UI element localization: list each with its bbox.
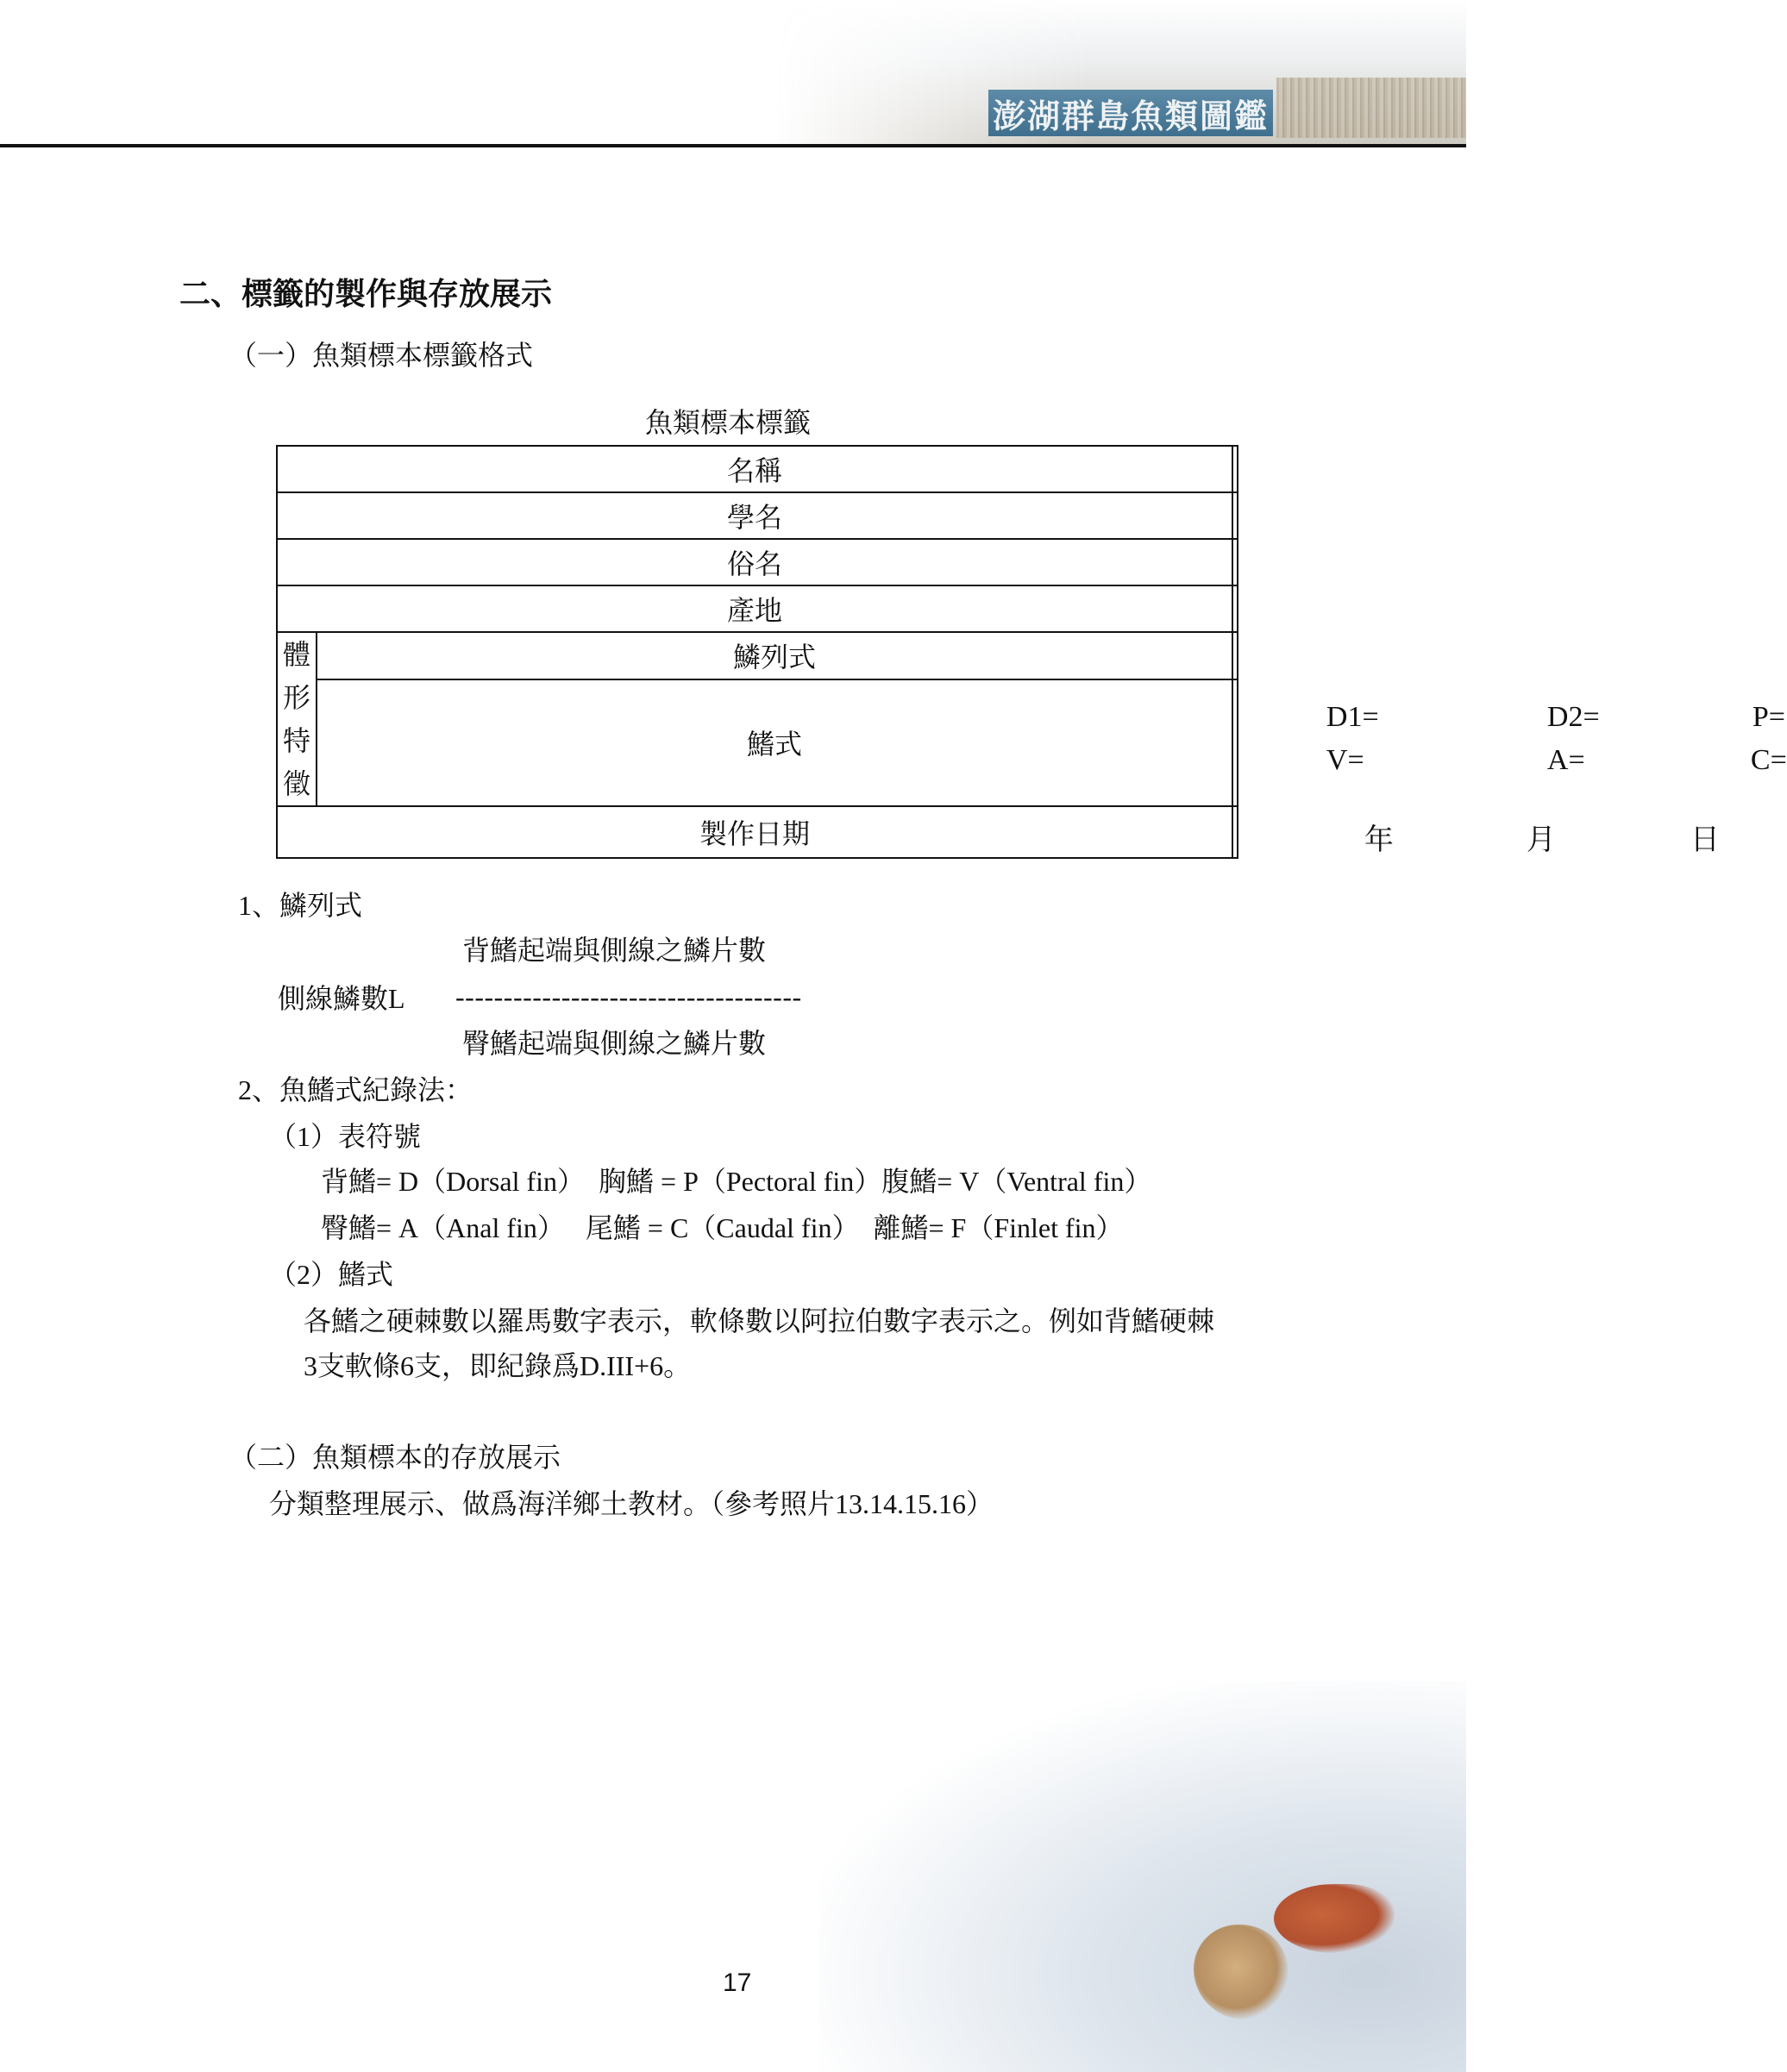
group-char: 體 bbox=[282, 639, 310, 670]
label-table-caption: 魚類標本標籤 bbox=[645, 407, 812, 438]
row-label-date: 製作日期 bbox=[277, 806, 1232, 858]
row-label-scale-formula: 鱗列式 bbox=[317, 632, 1232, 679]
date-month: 月 bbox=[1526, 824, 1556, 856]
page-number: 17 bbox=[723, 1969, 752, 1997]
fin-d1: D1= bbox=[1326, 700, 1379, 733]
header-divider bbox=[0, 144, 1466, 147]
date-day: 日 bbox=[1690, 824, 1720, 856]
table-row bbox=[277, 679, 1238, 806]
group-char: 徵 bbox=[282, 768, 310, 799]
fin-p: P= bbox=[1752, 700, 1785, 733]
row-value-locality bbox=[1232, 585, 1238, 632]
fin-a: A= bbox=[1546, 743, 1585, 776]
row-label-scientific-name: 學名 bbox=[277, 492, 1232, 539]
footer-background-photo bbox=[819, 1681, 1466, 2072]
group-char: 特 bbox=[282, 725, 310, 756]
row-value-scientific-name bbox=[1232, 492, 1238, 539]
book-title: 澎湖群島魚類圖鑑 bbox=[992, 97, 1269, 135]
row-label-common-name: 俗名 bbox=[277, 539, 1232, 585]
fin-formula-title: （2）鰭式 bbox=[269, 1259, 394, 1290]
date-year: 年 bbox=[1364, 824, 1394, 856]
subsection-title-1: （一）魚類標本標籤格式 bbox=[229, 340, 534, 371]
fin-formula-line-1: 各鰭之硬棘數以羅馬數字表示，軟條數以阿拉伯數字表示之。例如背鰭硬棘 bbox=[304, 1305, 1215, 1336]
table-row bbox=[277, 585, 1238, 632]
scale-denominator: 臀鰭起端與側線之鱗片數 bbox=[462, 1028, 767, 1059]
subsection-title-2: （二）魚類標本的存放展示 bbox=[229, 1442, 561, 1473]
table-row bbox=[277, 446, 1238, 492]
book-title-badge bbox=[988, 90, 1273, 136]
table-row bbox=[277, 539, 1238, 585]
row-value-name bbox=[1232, 446, 1238, 492]
row-label-name: 名稱 bbox=[277, 446, 1232, 492]
item2-title: 2、魚鰭式紀錄法： bbox=[238, 1074, 473, 1105]
table-row bbox=[277, 492, 1238, 539]
row-value-scale-formula bbox=[1232, 632, 1238, 679]
section-title: 二、標籤的製作與存放展示 bbox=[179, 277, 553, 312]
fin-v: V= bbox=[1326, 743, 1364, 776]
scale-left-label: 側線鱗數L bbox=[278, 983, 405, 1014]
row-label-locality: 產地 bbox=[277, 585, 1232, 632]
date-cell bbox=[1232, 806, 1720, 858]
fin-formula-line-2: 3支軟條6支，即紀錄爲D.III+6。 bbox=[304, 1350, 692, 1381]
scale-numerator: 背鰭起端與側線之鱗片數 bbox=[462, 935, 767, 966]
fin-c: C= bbox=[1750, 743, 1787, 776]
item1-title: 1、鱗列式 bbox=[238, 890, 363, 921]
specimen-label-table bbox=[276, 445, 1787, 859]
symbols-line-2: 臀鰭= A（Anal fin） 尾鰭 = C（Caudal fin） 離鰭= F（Finlet fin） bbox=[321, 1212, 1124, 1243]
row-value-common-name bbox=[1232, 539, 1238, 585]
symbols-title: （1）表符號 bbox=[269, 1121, 422, 1152]
row-label-fin-formula: 鰭式 bbox=[317, 679, 1232, 806]
fin-d2: D2= bbox=[1546, 700, 1600, 733]
body-features-group bbox=[277, 632, 317, 806]
table-row bbox=[277, 806, 1238, 858]
red-fish-image bbox=[1274, 1884, 1395, 1953]
fin-formula-cell bbox=[1232, 679, 1787, 806]
fraction-dashes: ------------------------------------ bbox=[455, 981, 802, 1012]
header-coast-photo bbox=[1276, 78, 1466, 138]
symbols-line-1: 背鰭= D（Dorsal fin） 胸鰭 = P（Pectoral fin）腹鰭= V（Ventral fin） bbox=[321, 1166, 1152, 1197]
table-row bbox=[277, 632, 1238, 679]
storage-text: 分類整理展示、做爲海洋鄉土教材。（參考照片13.14.15.16） bbox=[269, 1488, 994, 1519]
group-char: 形 bbox=[282, 682, 310, 713]
